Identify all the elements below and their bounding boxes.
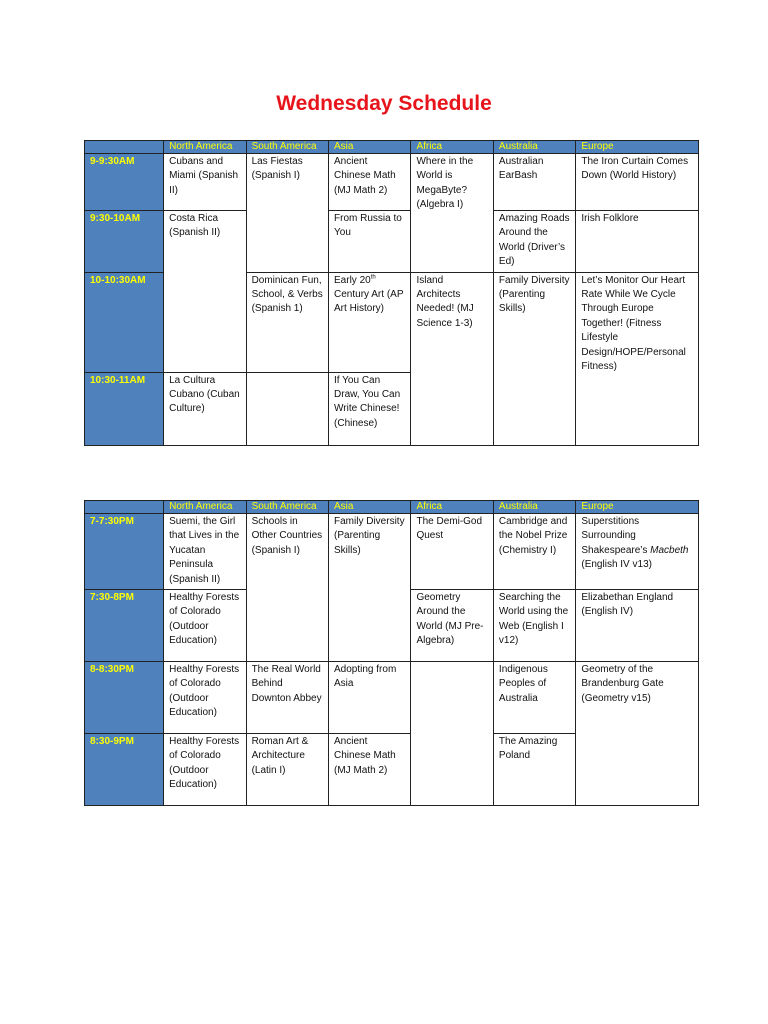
time-slot: 7-7:30PM: [85, 514, 164, 590]
header-row: [85, 501, 699, 514]
header-africa: Africa: [411, 501, 493, 514]
schedule-cell: Costa Rica (Spanish II): [164, 211, 246, 373]
schedule-cell: From Russia to You: [329, 211, 411, 273]
schedule-cell: La Cultura Cubano (Cuban Culture): [164, 372, 246, 445]
header-north-america: North America: [164, 501, 246, 514]
schedule-cell: If You Can Draw, You Can Write Chinese! (Chinese): [329, 372, 411, 445]
schedule-cell: Family Diversity (Parenting Skills): [329, 514, 411, 662]
schedule-cell: Island Architects Needed! (MJ Science 1-3): [411, 272, 493, 445]
schedule-cell: Indigenous Peoples of Australia: [493, 662, 575, 734]
schedule-table-morning: [84, 140, 699, 446]
schedule-cell: Healthy Forests of Colorado (Outdoor Education): [164, 734, 246, 806]
schedule-cell: Amazing Roads Around the World (Driver’s Ed): [493, 211, 575, 273]
header-australia: Australia: [493, 141, 575, 154]
table-row: [85, 514, 699, 590]
schedule-cell: Las Fiestas (Spanish I): [246, 154, 328, 273]
header-north-america: North America: [164, 141, 246, 154]
schedule-cell: Geometry Around the World (MJ Pre-Algebra): [411, 590, 493, 662]
schedule-cell: Elizabethan England (English IV): [576, 590, 699, 662]
schedule-cell: Where in the World is MegaByte? (Algebra I): [411, 154, 493, 273]
cell-text-italic: Macbeth: [650, 544, 689, 556]
schedule-cell: The Iron Curtain Comes Down (World History): [576, 154, 699, 211]
cell-text: Superstitions Surrounding Shakespeare’s: [581, 516, 651, 556]
time-slot: 10-10:30AM: [85, 272, 164, 372]
schedule-cell: Geometry of the Brandenburg Gate (Geometry v15): [576, 662, 699, 806]
header-south-america: South America: [246, 501, 328, 514]
schedule-cell: Australian EarBash: [493, 154, 575, 211]
table-row: [85, 211, 699, 273]
schedule-cell: Let’s Monitor Our Heart Rate While We Cycle Through Europe Together! (Fitness Lifestyle Design/HOPE/Personal Fitness): [576, 272, 699, 445]
page-title: Wednesday Schedule: [276, 92, 492, 115]
schedule-cell: [329, 272, 411, 372]
header-south-america: South America: [246, 141, 328, 154]
table-row: [85, 662, 699, 734]
schedule-table-evening: [84, 500, 699, 806]
schedule-cell: [411, 662, 493, 806]
header-europe: Europe: [576, 501, 699, 514]
time-slot: 7:30-8PM: [85, 590, 164, 662]
time-slot: 9-9:30AM: [85, 154, 164, 211]
cell-text: Early 20: [334, 274, 371, 286]
schedule-cell: The Demi-God Quest: [411, 514, 493, 590]
time-slot: 10:30-11AM: [85, 372, 164, 445]
schedule-cell: Irish Folklore: [576, 211, 699, 273]
schedule-cell: Searching the World using the Web (English I v12): [493, 590, 575, 662]
schedule-cell: Ancient Chinese Math (MJ Math 2): [329, 154, 411, 211]
schedule-cell: Family Diversity (Parenting Skills): [493, 272, 575, 445]
header-asia: Asia: [329, 141, 411, 154]
schedule-cell: [246, 372, 328, 445]
cell-text: (English IV v13): [581, 559, 652, 571]
superscript: th: [370, 274, 376, 281]
schedule-cell: Schools in Other Countries (Spanish I): [246, 514, 328, 662]
header-europe: Europe: [576, 141, 699, 154]
schedule-cell: Cubans and Miami (Spanish II): [164, 154, 246, 211]
time-slot: 9:30-10AM: [85, 211, 164, 273]
schedule-cell: Dominican Fun, School, & Verbs (Spanish 1): [246, 272, 328, 372]
header-australia: Australia: [493, 501, 575, 514]
header-corner: [85, 501, 164, 514]
schedule-cell: The Real World Behind Downton Abbey: [246, 662, 328, 734]
schedule-cell: The Amazing Poland: [493, 734, 575, 806]
schedule-cell: Cambridge and the Nobel Prize (Chemistry I): [493, 514, 575, 590]
schedule-cell: Roman Art & Architecture (Latin I): [246, 734, 328, 806]
time-slot: 8-8:30PM: [85, 662, 164, 734]
header-row: [85, 141, 699, 154]
header-asia: Asia: [329, 501, 411, 514]
schedule-cell: Adopting from Asia: [329, 662, 411, 734]
header-africa: Africa: [411, 141, 493, 154]
schedule-cell: Ancient Chinese Math (MJ Math 2): [329, 734, 411, 806]
schedule-cell: Healthy Forests of Colorado (Outdoor Education): [164, 662, 246, 734]
schedule-cell: Healthy Forests of Colorado (Outdoor Education): [164, 590, 246, 662]
table-row: [85, 154, 699, 211]
header-corner: [85, 141, 164, 154]
schedule-cell: Suemi, the Girl that Lives in the Yucatan Peninsula (Spanish II): [164, 514, 246, 590]
cell-text: Century Art (AP Art History): [334, 289, 404, 315]
schedule-cell: [576, 514, 699, 590]
time-slot: 8:30-9PM: [85, 734, 164, 806]
